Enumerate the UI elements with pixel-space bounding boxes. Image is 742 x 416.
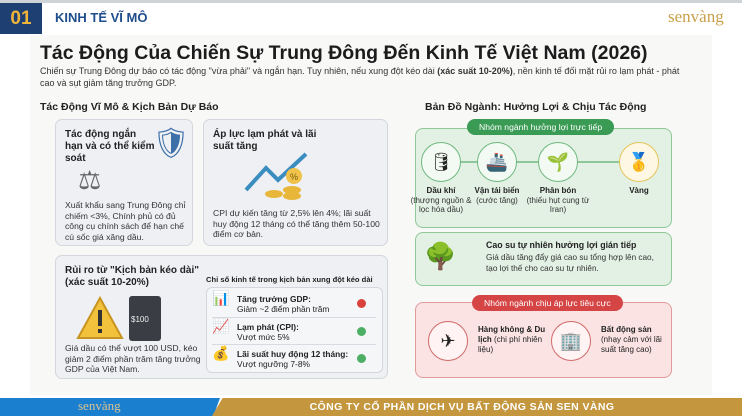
indirect-body: Giá dầu tăng đẩy giá cao su tổng hợp lên cao, tạo lợi thế cho cao su tự nhiên. xyxy=(486,253,654,273)
negative-pill: Nhóm ngành chịu áp lực tiêu cực xyxy=(472,295,623,311)
page-subtitle xyxy=(40,66,680,89)
footer-company-name: CÔNG TY CỔ PHẦN DỊCH VỤ BẤT ĐỘNG SẢN SEN VÀNG xyxy=(309,401,615,413)
gold-bar-icon: 🥇 xyxy=(619,142,659,182)
indirect-title: Cao su tự nhiên hưởng lợi gián tiếp xyxy=(486,240,637,250)
card-inflation xyxy=(203,119,388,246)
status-dot-green xyxy=(357,354,366,363)
benefit-pill: Nhóm ngành hưởng lợi trực tiếp xyxy=(467,119,614,135)
sector-aviation-tourism: Hàng không & Du lịch (chi phí nhiên liệu) xyxy=(478,325,546,354)
sector-oil-gas: Dầu khí (thượng nguồn & lọc hóa dầu) xyxy=(410,186,472,214)
cargo-ship-icon: 🚢 xyxy=(477,142,517,182)
warning-barrel-icon xyxy=(76,296,171,342)
row-value: Vượt mức 5% xyxy=(237,332,290,342)
indicator-table-title: Chỉ số kinh tế trong kịch bản xung đột kéo dài xyxy=(206,275,373,284)
card-body: Giá dầu có thể vượt 100 USD, kéo giảm 2 điểm phần trăm tăng trưởng GDP của Việt Nam. xyxy=(65,343,201,374)
scales-icon: ⚖ xyxy=(78,165,102,195)
sector-fertilizer: Phân bón (thiếu hụt cung từ Iran) xyxy=(526,186,590,214)
sector-shipping: Vận tải biển (cước tăng) xyxy=(474,186,520,205)
oil-pump-icon: 🛢 xyxy=(421,142,461,182)
sector-gold: Vàng xyxy=(629,186,649,195)
card-title: Áp lực lạm phát và lãi suất tăng xyxy=(213,129,317,152)
row-label: Lạm phát (CPI): xyxy=(237,322,299,332)
sector-real-estate: Bất động sản (nhạy cảm với lãi suất tăng cao) xyxy=(601,325,662,354)
section-number: 01 xyxy=(0,3,42,34)
brand-logo: senvàng xyxy=(668,7,724,26)
card-prolonged-risk xyxy=(55,255,388,379)
card-title: Tác động ngắn hạn và có thể kiểm soát xyxy=(65,129,155,164)
airplane-luggage-icon: ✈ xyxy=(428,321,468,361)
benefit-group xyxy=(410,128,672,228)
subtitle-text: Chiến sự Trung Đông dự báo có tác động "vừa phải" và ngắn hạn. Tuy nhiên, nếu xung đột kéo dài xyxy=(40,66,438,76)
shield-check-icon: 🛡 xyxy=(152,127,191,160)
gdp-chart-icon: 📊 xyxy=(212,290,230,306)
card-title: Rủi ro từ "Kịch bản kéo dài" (xác suất 10-20%) xyxy=(65,265,199,288)
indicator-row-cpi xyxy=(212,317,376,344)
page-title: Tác Động Của Chiến Sự Trung Đông Đến Kinh Tế Việt Nam (2026) xyxy=(40,42,648,64)
row-label: Tăng trưởng GDP: xyxy=(237,294,311,304)
row-value: Vượt ngưỡng 7-8% xyxy=(237,359,310,369)
footer-logo: senvàng xyxy=(78,398,121,413)
subtitle-bold: (xác suất 10-20%) xyxy=(437,66,513,76)
negative-group xyxy=(415,302,672,378)
indicator-table xyxy=(206,287,383,373)
barrel-price-label: $100 xyxy=(131,315,149,324)
card-body: Xuất khẩu sang Trung Đông chỉ chiếm <3%, Chính phủ có đủ công cụ chính sách để hạn chế cú sốc giá xăng dầu. xyxy=(65,200,186,242)
row-label: Lãi suất huy động 12 tháng: xyxy=(237,349,349,359)
indicator-row-interest xyxy=(212,344,376,371)
indirect-benefit-box xyxy=(415,232,672,286)
indicator-row-gdp xyxy=(212,290,376,317)
status-dot-green xyxy=(357,327,366,336)
inflation-icon: 📈 xyxy=(212,318,230,334)
tree-tire-icon: 🌳 xyxy=(424,241,457,271)
top-border xyxy=(0,0,742,3)
subtitle-text-end: , nền kinh tế đối mặt rủi ro lạm phát - phát cao và sụt giảm tăng trưởng GDP. xyxy=(40,66,680,88)
left-heading: Tác Động Vĩ Mô & Kịch Bản Dự Báo xyxy=(40,101,219,113)
rising-chart-coins-icon xyxy=(244,150,314,200)
card-body: CPI dự kiến tăng từ 2,5% lên 4%; lãi suất huy động 12 tháng có thể tăng thêm 50-100 điểm cơ bản. xyxy=(213,208,380,239)
fertilizer-bag-icon: 🌱 xyxy=(538,142,578,182)
svg-text:%: % xyxy=(290,172,299,182)
coin-hand-icon: 💰 xyxy=(212,345,230,361)
section-title: KINH TẾ VĨ MÔ xyxy=(55,10,148,25)
status-dot-red xyxy=(357,299,366,308)
building-key-icon: 🏢 xyxy=(551,321,591,361)
card-short-term xyxy=(55,119,193,246)
right-heading: Bản Đồ Ngành: Hưởng Lợi & Chịu Tác Động xyxy=(425,101,647,113)
row-value: Giảm ~2 điểm phần trăm xyxy=(237,304,330,314)
